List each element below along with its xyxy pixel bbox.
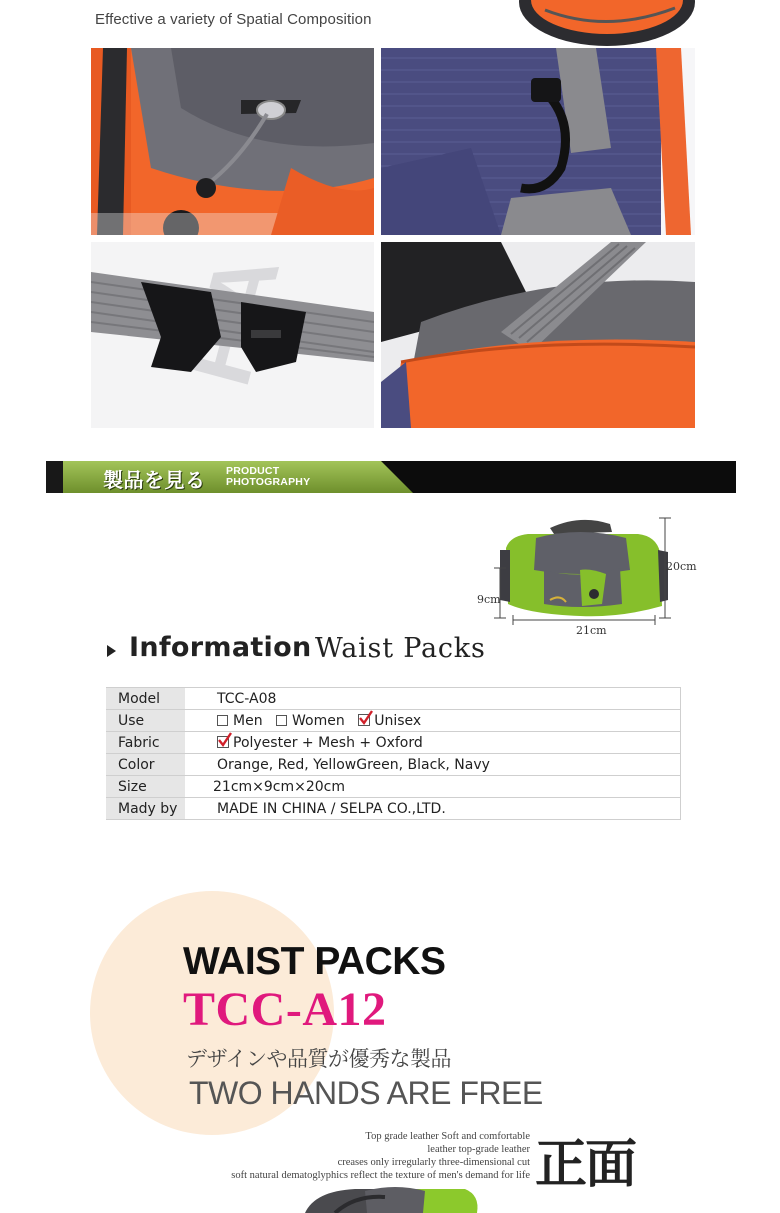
product-dimension-figure [470,510,700,640]
checkbox-unisex-checked-icon [358,714,370,726]
promo-desc-line4: soft natural dematoglyphics reflect the texture of men's demand for life [231,1170,530,1181]
banner-edge [46,461,63,493]
spec-row-made [106,798,681,820]
banner-en-line1: PRODUCT [226,465,280,477]
promo-desc-line3: creases only irregularly three-dimensional cut [337,1157,530,1168]
banner-en-line2: PHOTOGRAPHY [226,476,311,488]
waist-pack-image [470,510,700,640]
spec-label-color: Color [106,754,185,776]
spec-value-fabric: Polyester + Mesh + Oxford [233,734,423,751]
spec-label-model: Model [106,688,185,710]
spec-row-use [106,710,681,732]
spec-value-use [185,710,681,732]
promo-jp-tagline: デザインや品質が優秀な製品 [186,1047,452,1071]
detail-photo-zipper [91,48,374,235]
use-option-unisex: Unisex [374,712,422,729]
promo-title: WAIST PACKS [183,940,446,983]
use-option-men: Men [233,712,263,729]
spec-label-fabric: Fabric [106,732,185,754]
top-caption: Effective a variety of Spatial Composition [95,11,372,28]
detail-photo-strap [381,242,695,428]
spec-value-fabric-cell [185,732,681,754]
bag-photo-top-partial [515,0,695,48]
use-option-women: Women [292,712,345,729]
spec-label-use: Use [106,710,185,732]
detail-photo-buckle [91,242,374,428]
detail-photo-mesh-clip [381,48,695,235]
bag-photo-bottom-partial [295,1185,485,1213]
spec-value-size: 21cm×9cm×20cm [185,776,681,798]
spec-value-model: TCC-A08 [185,688,681,710]
checkbox-women-unchecked-icon [276,715,287,726]
checkbox-fabric-checked-icon [217,736,229,748]
spec-value-made: MADE IN CHINA / SELPA CO.,LTD. [185,798,681,820]
front-view-label: 正面 [535,1134,636,1195]
promo-desc-line1: Top grade leather Soft and comfortable [365,1131,530,1142]
spec-row-model [106,688,681,710]
spec-row-size [106,776,681,798]
promo-desc-line2: leather top-grade leather [427,1144,530,1155]
promo-tagline: TWO HANDS ARE FREE [189,1075,543,1111]
spec-value-color: Orange, Red, YellowGreen, Black, Navy [185,754,681,776]
product-photography-banner [46,461,736,493]
promo-model: TCC-A12 [183,983,387,1036]
spec-row-fabric [106,732,681,754]
spec-label-size: Size [106,776,185,798]
promo-description [200,1130,530,1182]
spec-label-made: Mady by [106,798,185,820]
info-subtitle: Waist Packs [315,633,486,664]
info-arrow-icon [107,645,116,657]
checkbox-men-unchecked-icon [217,715,228,726]
banner-en-label [226,466,310,488]
spec-table [106,687,681,820]
info-title: Information [129,632,312,663]
dimension-width: 21cm [576,624,607,637]
dimension-depth: 9cm [477,593,501,606]
spec-row-color [106,754,681,776]
dimension-height: 20cm [666,560,697,573]
banner-jp-label: 製品を見る [103,468,206,492]
